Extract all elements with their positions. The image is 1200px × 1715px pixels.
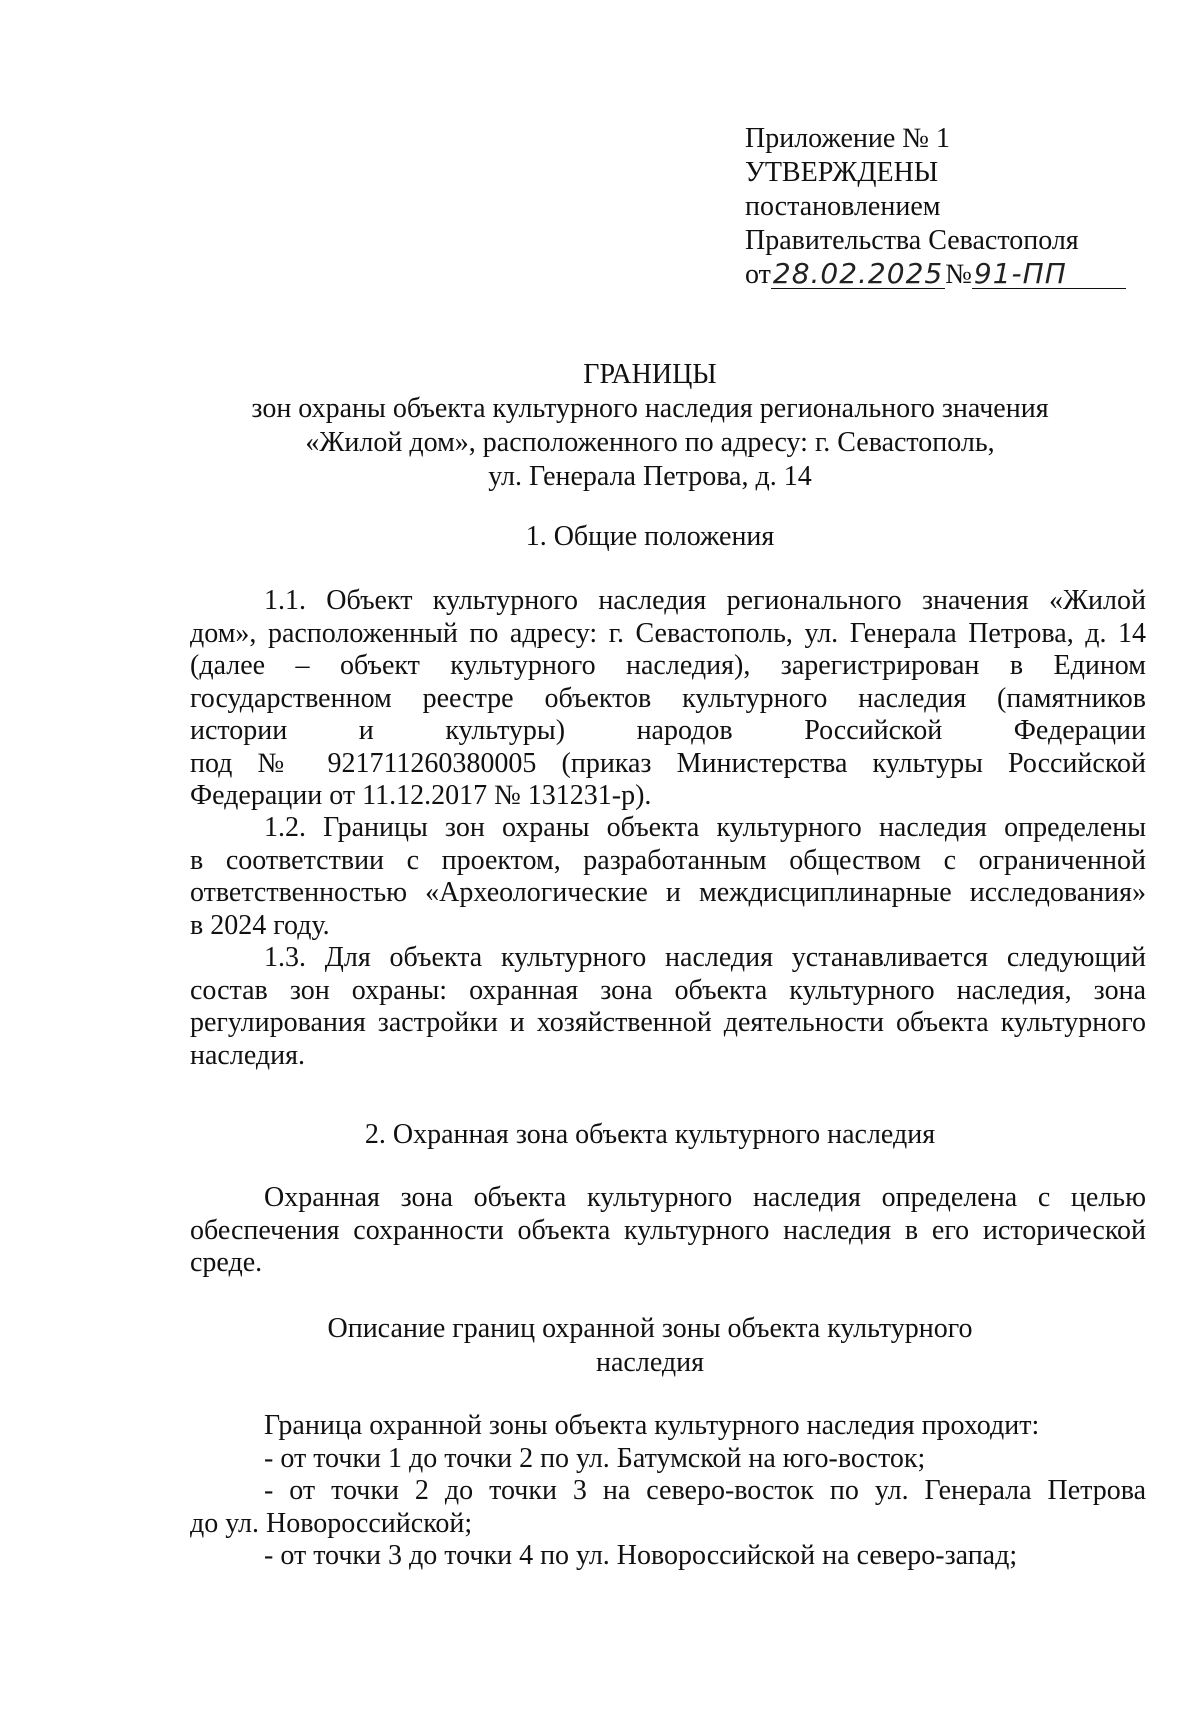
- list-item: - от точки 1 до точки 2 по ул. Батумской на юго-восток;: [264, 1442, 926, 1474]
- paragraph-line: среде.: [190, 1247, 263, 1278]
- title-line-2: «Жилой дом», расположенного по адресу: г. Севастополь,: [305, 427, 995, 458]
- document-title: [190, 358, 1110, 494]
- resolution-number-value: 91-ПП: [973, 257, 1067, 290]
- paragraph-line: в соответствии с проектом, разработанным обществом с ограниченной: [190, 844, 1146, 876]
- paragraph-line: 1.1. Объект культурного наследия регионального значения «Жилой: [264, 585, 1146, 616]
- list-item: - от точки 2 до точки 3 на северо-восток по ул. Генерала Петрова: [264, 1475, 1146, 1506]
- government-label: Правительства Севастополя: [745, 225, 1079, 256]
- resolution-date-field: [771, 257, 945, 290]
- paragraph-line: регулирования застройки и хозяйственной деятельности объекта культурного: [190, 1007, 1146, 1038]
- paragraph-line: в 2024 году.: [190, 909, 330, 941]
- paragraph-line: государственном реестре объектов культурного наследия (памятников: [190, 682, 1146, 714]
- resolution-number-field: [972, 257, 1126, 290]
- section-2-heading: 2. Охранная зона объекта культурного наследия: [364, 1119, 936, 1150]
- paragraph-line: обеспечения сохранности объекта культурного наследия в его исторической: [190, 1214, 1146, 1246]
- paragraph-line: состав зон охраны: охранная зона объекта культурного наследия, зона: [190, 974, 1146, 1006]
- paragraph-line: наследия.: [190, 1039, 305, 1071]
- paragraph-2: [190, 1182, 1146, 1280]
- boundary-list: [190, 1410, 1146, 1573]
- paragraph-line: под № 921711260380005 (приказ Министерства культуры Российской: [190, 747, 1146, 779]
- subheading-line-2: наследия: [596, 1347, 704, 1378]
- paragraph-line: Федерации от 11.12.2017 № 131231-р).: [190, 780, 652, 811]
- paragraph-line: дом», расположенный по адресу: г. Севастополь, ул. Генерала Петрова, д. 14: [190, 617, 1146, 649]
- appendix-number: Приложение № 1: [745, 123, 950, 154]
- title-heading: ГРАНИЦЫ: [583, 359, 717, 390]
- resolution-label: постановлением: [745, 191, 941, 222]
- title-line-3: ул. Генерала Петрова, д. 14: [488, 461, 812, 492]
- subheading-line-1: Описание границ охранной зоны объекта культурного: [327, 1313, 973, 1344]
- section-1-heading: 1. Общие положения: [525, 521, 775, 552]
- paragraph-line: 1.2. Границы зон охраны объекта культурного наследия определены: [264, 812, 1146, 843]
- paragraph-1-2: [190, 812, 1146, 942]
- paragraph-line: ответственностью «Археологические и междисциплинарные исследования»: [190, 877, 1146, 908]
- approved-label: УТВЕРЖДЕНЫ: [745, 157, 939, 188]
- title-line-1: зон охраны объекта культурного наследия регионального значения: [251, 393, 1049, 424]
- list-item: - от точки 3 до точки 4 по ул. Новороссийской на северо-запад;: [264, 1540, 1018, 1571]
- date-prefix: от: [745, 259, 771, 290]
- resolution-date-value: 28.02.2025: [772, 257, 944, 290]
- list-intro: Граница охранной зоны объекта культурного наследия проходит:: [264, 1410, 1040, 1441]
- paragraph-line: истории и культуры) народов Российской Федерации: [190, 715, 1146, 746]
- paragraph-line: (далее – объект культурного наследия), зарегистрирован в Едином: [190, 650, 1146, 681]
- number-sign: №: [945, 259, 972, 290]
- resolution-date-line: [745, 258, 1145, 292]
- paragraph-line: 1.3. Для объекта культурного наследия устанавливается следующий: [264, 942, 1146, 973]
- paragraph-line: Охранная зона объекта культурного наследия определена с целью: [264, 1182, 1146, 1213]
- paragraph-1-3: [190, 942, 1146, 1072]
- boundary-description-heading: [190, 1312, 1110, 1380]
- paragraph-1-1: [190, 585, 1146, 813]
- list-item-continuation: до ул. Новороссийской;: [190, 1507, 473, 1539]
- approval-block: [745, 122, 1145, 292]
